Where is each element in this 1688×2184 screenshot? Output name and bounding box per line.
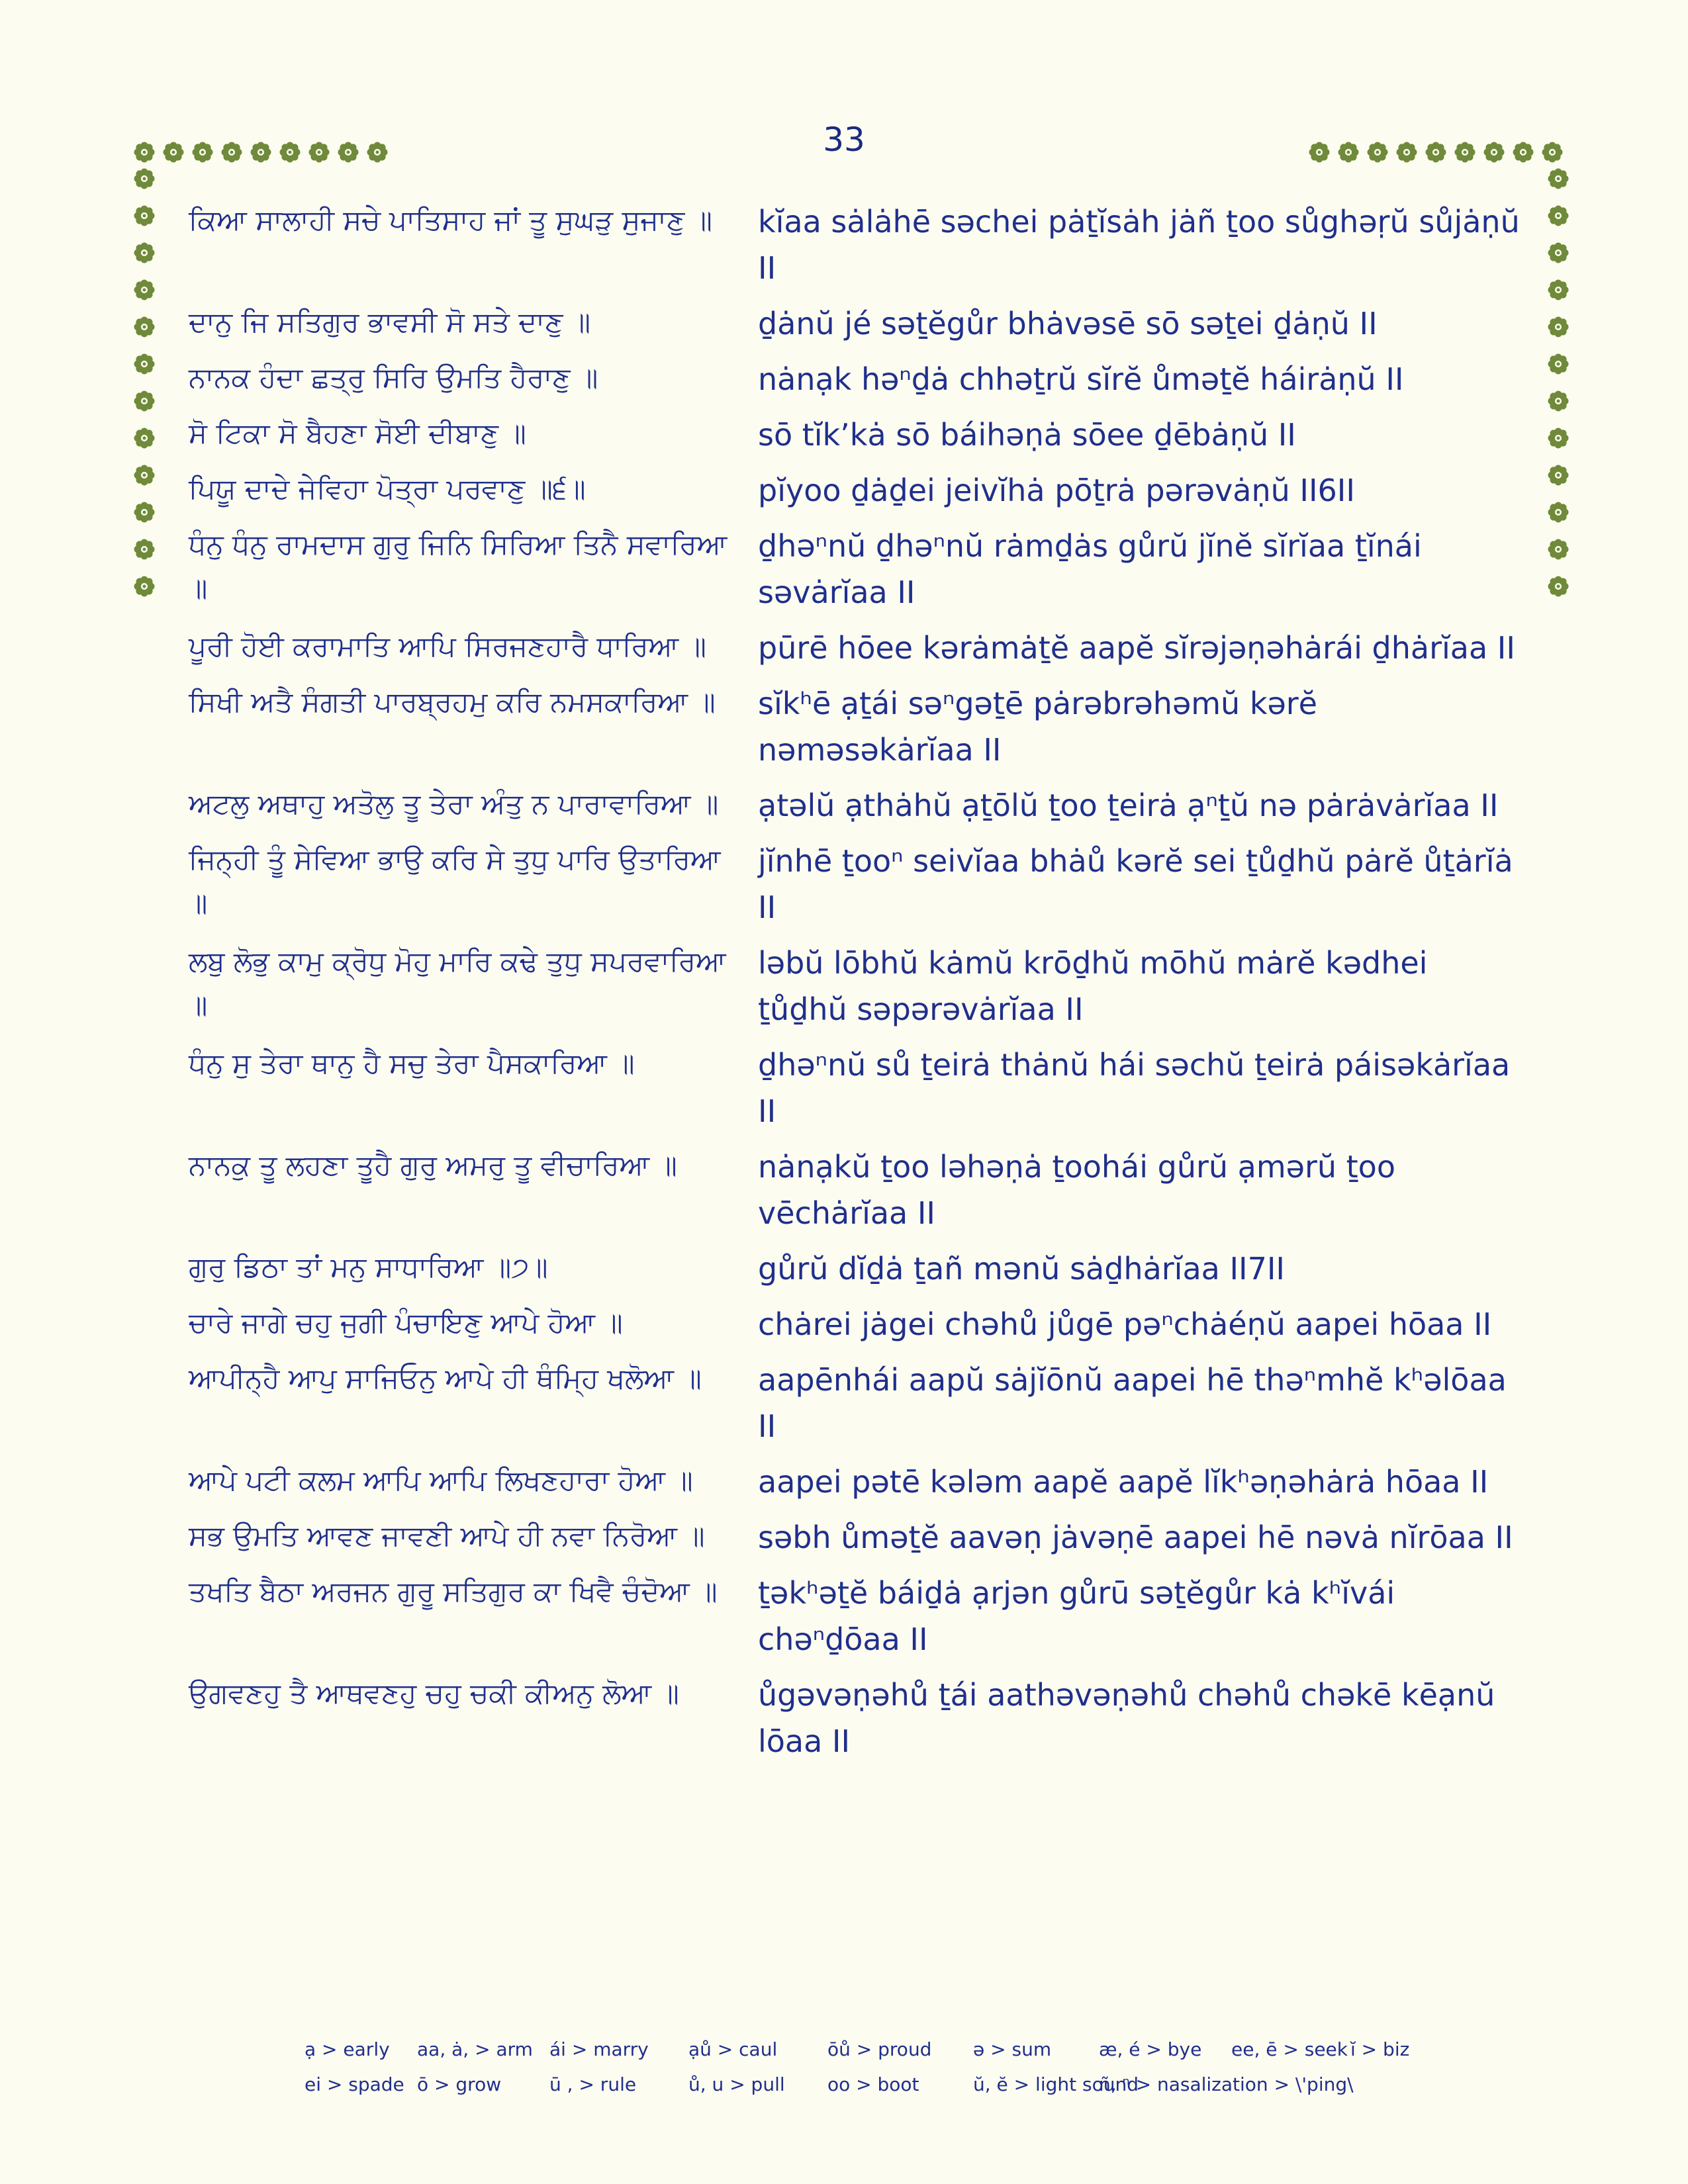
flower-ornament-icon xyxy=(1546,278,1570,302)
gurmukhi-line: ਲਬੁ ਲੋਭੁ ਕਾਮੁ ਕ੍ਰੋਧੁ ਮੋਹੁ ਮਾਰਿ ਕਢੇ ਤੁਧੁ ਸਪਰਵਾਰਿਆ ॥ xyxy=(189,945,726,1021)
flower-ornament-icon xyxy=(1546,500,1570,524)
transliteration-line: nȧnạk həⁿḏȧ chhəṯrŭ sĭrĕ ůməṯĕ háirȧṇŭ II xyxy=(758,361,1404,397)
verse-row xyxy=(189,1459,1526,1505)
transliteration-line: ḏhəⁿnŭ sů ṯeirȧ thȧnŭ hái səchŭ ṯeirȧ páisəkȧrĭaa II xyxy=(758,1047,1511,1129)
legend-item: ō > grow xyxy=(417,2073,502,2095)
verse-row xyxy=(189,1357,1526,1449)
verse-row xyxy=(189,1672,1526,1764)
page-number: 33 xyxy=(823,120,865,159)
legend-item: ee, ē > seek xyxy=(1231,2038,1348,2060)
flower-ornament-icon xyxy=(132,574,156,598)
verse-row xyxy=(189,199,1526,291)
flower-ornament-icon xyxy=(1307,140,1331,164)
gurmukhi-line: ਤਖਤਿ ਬੈਠਾ ਅਰਜਨ ਗੁਰੂ ਸਤਿਗੁਰ ਕਾ ਖਿਵੈ ਚੰਦੋਆ ॥ xyxy=(189,1575,718,1608)
verse-row xyxy=(189,838,1526,931)
verse-row xyxy=(189,300,1526,347)
ornament-row-right xyxy=(1307,140,1564,164)
flower-ornament-icon xyxy=(132,389,156,413)
legend-item: æ, é > bye xyxy=(1099,2038,1202,2060)
flower-ornament-icon xyxy=(1540,140,1564,164)
verse-row xyxy=(189,1514,1526,1561)
flower-ornament-icon xyxy=(1546,204,1570,228)
legend-item: oo > boot xyxy=(827,2073,919,2095)
flower-ornament-icon xyxy=(1546,426,1570,450)
flower-ornament-icon xyxy=(1546,537,1570,561)
verse-row xyxy=(189,782,1526,829)
verse-row xyxy=(189,680,1526,773)
ornament-column-right xyxy=(1546,167,1570,598)
gurmukhi-line: ਉਗਵਣਹੁ ਤੈ ਆਥਵਣਹੁ ਚਹੁ ਚਕੀ ਕੀਅਨੁ ਲੋਆ ॥ xyxy=(189,1677,679,1709)
flower-ornament-icon xyxy=(132,204,156,228)
gurmukhi-line: ਧੰਨੁ ਸੁ ਤੇਰਾ ਥਾਨੁ ਹੈ ਸਚੁ ਤੇਰਾ ਪੈਸਕਾਰਿਆ ॥ xyxy=(189,1047,635,1079)
legend-item: ñ, ⁿ > nasalization > \'ping\ xyxy=(1099,2073,1354,2095)
flower-ornament-icon xyxy=(132,463,156,487)
flower-ornament-icon xyxy=(1424,140,1448,164)
verse-row xyxy=(189,625,1526,671)
flower-ornament-icon xyxy=(132,241,156,265)
legend-row xyxy=(305,2073,1496,2095)
verse-row xyxy=(189,1246,1526,1292)
transliteration-line: sĭkʰē ạṯái səⁿgəṯē pȧrəbrəhəmŭ kərĕ nəməsəkȧrĭaa II xyxy=(758,686,1317,768)
flower-ornament-icon xyxy=(336,140,360,164)
flower-ornament-icon xyxy=(1546,352,1570,376)
gurmukhi-line: ਸਭ ਉਮਤਿ ਆਵਣ ਜਾਵਣੀ ਆਪੇ ਹੀ ਨਵਾ ਨਿਰੋਆ ॥ xyxy=(189,1520,705,1552)
transliteration-line: pĭyoo ḏȧḏei jeivĭhȧ pōṯrȧ pərəvȧṇŭ II6II xyxy=(758,473,1355,508)
ornament-row-left xyxy=(132,140,389,164)
gurmukhi-line: ਕਿਆ ਸਾਲਾਹੀ ਸਚੇ ਪਾਤਿਸਾਹ ਜਾਂ ਤੂ ਸੁਘੜੁ ਸੁਜਾਣੁ ॥ xyxy=(189,204,712,236)
legend-item: ái > marry xyxy=(549,2038,649,2060)
verse-row xyxy=(189,523,1526,615)
flower-ornament-icon xyxy=(132,426,156,450)
flower-ornament-icon xyxy=(1546,241,1570,265)
verse-row xyxy=(189,1301,1526,1347)
transliteration-line: aapei pətē kələm aapĕ aapĕ lĭkʰəṇəhȧrȧ hōaa II xyxy=(758,1464,1489,1500)
legend-item: ạů > caul xyxy=(688,2038,778,2060)
legend-item: ōů > proud xyxy=(827,2038,932,2060)
flower-ornament-icon xyxy=(1546,167,1570,191)
flower-ornament-icon xyxy=(249,140,273,164)
gurmukhi-line: ਨਾਨਕ ਹੰਦਾ ਛਤ੍ਰੁ ਸਿਰਿ ਉਮਤਿ ਹੈਰਾਣੁ ॥ xyxy=(189,361,598,394)
verse-row xyxy=(189,412,1526,458)
gurmukhi-line: ਆਪੀਨ੍ਹੈ ਆਪੁ ਸਾਜਿਓਨੁ ਆਪੇ ਹੀ ਥੰਮ੍ਹਿ ਖਲੋਆ ॥ xyxy=(189,1362,702,1394)
flower-ornament-icon xyxy=(132,500,156,524)
legend-item: ŭ, ĕ > light sound xyxy=(973,2073,1139,2095)
verse-row xyxy=(189,356,1526,402)
flower-ornament-icon xyxy=(1453,140,1477,164)
flower-ornament-icon xyxy=(1366,140,1389,164)
flower-ornament-icon xyxy=(1546,463,1570,487)
gurmukhi-line: ਪਿਯੂ ਦਾਦੇ ਜੇਵਿਹਾ ਪੋਤ੍ਰਾ ਪਰਵਾਣੁ ॥੬॥ xyxy=(189,473,586,505)
ornament-column-left xyxy=(132,167,156,598)
flower-ornament-icon xyxy=(307,140,331,164)
flower-ornament-icon xyxy=(1482,140,1506,164)
gurmukhi-line: ਅਟਲੁ ਅਥਾਹੁ ਅਤੋਲੁ ਤੂ ਤੇਰਾ ਅੰਤੁ ਨ ਪਾਰਾਵਾਰਿਆ ॥ xyxy=(189,788,719,820)
flower-ornament-icon xyxy=(132,537,156,561)
transliteration-line: səbh ůməṯĕ aavəṇ jȧvəṇē aapei hē nəvȧ nĭrōaa II xyxy=(758,1520,1513,1555)
legend-item: ạ > early xyxy=(305,2038,390,2060)
transliteration-line: ạtəlŭ ạthȧhŭ ạṯōlŭ ṯoo ṯeirȧ ạⁿṯŭ nə pȧrȧvȧrĭaa II xyxy=(758,788,1499,823)
verse-row xyxy=(189,1570,1526,1662)
legend-item: ə > sum xyxy=(973,2038,1052,2060)
flower-ornament-icon xyxy=(191,140,214,164)
flower-ornament-icon xyxy=(365,140,389,164)
legend-item: ĭ > biz xyxy=(1350,2038,1410,2060)
flower-ornament-icon xyxy=(1546,574,1570,598)
legend-row xyxy=(305,2038,1496,2060)
flower-ornament-icon xyxy=(132,278,156,302)
transliteration-line: sō tĭk’kȧ sō báihəṇȧ sōee ḏēbȧṇŭ II xyxy=(758,417,1296,453)
gurmukhi-line: ਸੋ ਟਿਕਾ ਸੋ ਬੈਹਣਾ ਸੋਈ ਦੀਬਾਣੁ ॥ xyxy=(189,417,526,449)
transliteration-line: ḏhəⁿnŭ ḏhəⁿnŭ rȧmḏȧs gůrŭ jĭnĕ sĭrĭaa ṯĭnái səvȧrĭaa II xyxy=(758,528,1422,610)
flower-ornament-icon xyxy=(1336,140,1360,164)
verse-row xyxy=(189,467,1526,514)
flower-ornament-icon xyxy=(1546,389,1570,413)
legend-item: ū , > rule xyxy=(549,2073,637,2095)
flower-ornament-icon xyxy=(1395,140,1419,164)
transliteration-line: nȧnạkŭ ṯoo ləhəṇȧ ṯoohái gůrŭ ạmərŭ ṯoo vēchȧrĭaa II xyxy=(758,1149,1395,1231)
transliteration-line: ḏȧnŭ jé səṯĕgůr bhȧvəsē sō səṯei ḏȧṇŭ II xyxy=(758,306,1378,341)
transliteration-line: ůgəvəṇəhů ṯái aathəvəṇəhů chəhů chəkē kēạnŭ lōaa II xyxy=(758,1677,1495,1759)
pronunciation-legend xyxy=(305,2038,1496,2109)
transliteration-line: jĭnhē ṯooⁿ seivĭaa bhȧů kərĕ sei ṯůḏhŭ pȧrĕ ůṯȧrĭȧ II xyxy=(758,843,1513,925)
transliteration-line: aapēnhái aapŭ sȧjĭōnŭ aapei hē thəⁿmhĕ kʰəlōaa II xyxy=(758,1362,1507,1444)
transliteration-line: pūrē hōee kərȧmȧṯĕ aapĕ sĭrəjəṇəhȧrái ḏhȧrĭaa II xyxy=(758,630,1515,666)
gurmukhi-line: ਪੂਰੀ ਹੋਈ ਕਰਾਮਾਤਿ ਆਪਿ ਸਿਰਜਣਹਾਰੈ ਧਾਰਿਆ ॥ xyxy=(189,630,706,662)
legend-item: aa, ȧ, > arm xyxy=(417,2038,533,2060)
flower-ornament-icon xyxy=(220,140,244,164)
verse-row xyxy=(189,1042,1526,1134)
verse-row xyxy=(189,1144,1526,1236)
flower-ornament-icon xyxy=(132,140,156,164)
flower-ornament-icon xyxy=(132,315,156,339)
flower-ornament-icon xyxy=(278,140,302,164)
flower-ornament-icon xyxy=(132,352,156,376)
transliteration-line: kĭaa sȧlȧhē səchei pȧṯĭsȧh jȧñ ṯoo sůghəṛŭ sůjȧṇŭ II xyxy=(758,204,1520,286)
gurmukhi-line: ਆਪੇ ਪਟੀ ਕਲਮ ਆਪਿ ਆਪਿ ਲਿਖਣਹਾਰਾ ਹੋਆ ॥ xyxy=(189,1464,693,1496)
gurmukhi-line: ਨਾਨਕੁ ਤੂ ਲਹਣਾ ਤੂਹੈ ਗੁਰੁ ਅਮਰੁ ਤੂ ਵੀਚਾਰਿਆ ॥ xyxy=(189,1149,677,1181)
transliteration-line: gůrŭ dĭḏȧ ṯañ mənŭ sȧḏhȧrĭaa II7II xyxy=(758,1251,1285,1287)
gurmukhi-line: ਧੰਨੁ ਧੰਨੁ ਰਾਮਦਾਸ ਗੁਰੁ ਜਿਨਿ ਸਿਰਿਆ ਤਿਨੈ ਸਵਾਰਿਆ ॥ xyxy=(189,528,727,604)
legend-item: ei > spade xyxy=(305,2073,404,2095)
verse-table xyxy=(189,199,1526,1774)
gurmukhi-line: ਸਿਖੀ ਅਤੈ ਸੰਗਤੀ ਪਾਰਬ੍ਰਹਮੁ ਕਰਿ ਨਮਸਕਾਰਿਆ ॥ xyxy=(189,686,716,718)
gurmukhi-line: ਚਾਰੇ ਜਾਗੇ ਚਹੁ ਜੁਗੀ ਪੰਚਾਇਣੁ ਆਪੇ ਹੋਆ ॥ xyxy=(189,1306,623,1339)
verse-row xyxy=(189,940,1526,1032)
legend-item: ů, u > pull xyxy=(688,2073,785,2095)
transliteration-line: ləbŭ lōbhŭ kȧmŭ krōḏhŭ mōhŭ mȧrĕ kədhei ṯůḏhŭ səpərəvȧrĭaa II xyxy=(758,945,1428,1027)
flower-ornament-icon xyxy=(1546,315,1570,339)
flower-ornament-icon xyxy=(132,167,156,191)
flower-ornament-icon xyxy=(162,140,185,164)
transliteration-line: ṯəkʰəṯĕ báiḏȧ ạrjən gůrū səṯĕgůr kȧ kʰĭvái chəⁿḏōaa II xyxy=(758,1575,1395,1657)
flower-ornament-icon xyxy=(1511,140,1535,164)
gurmukhi-line: ਜਿਨ੍ਹੀ ਤੂੰ ਸੇਵਿਆ ਭਾਉ ਕਰਿ ਸੇ ਤੁਧੁ ਪਾਰਿ ਉਤਾਰਿਆ ॥ xyxy=(189,843,721,919)
gurmukhi-line: ਗੁਰੁ ਡਿਠਾ ਤਾਂ ਮਨੁ ਸਾਧਾਰਿਆ ॥੭॥ xyxy=(189,1251,548,1283)
gurmukhi-line: ਦਾਨੁ ਜਿ ਸਤਿਗੁਰ ਭਾਵਸੀ ਸੋ ਸਤੇ ਦਾਣੁ ॥ xyxy=(189,306,591,338)
transliteration-line: chȧrei jȧgei chəhů jůgē pəⁿchȧéṇŭ aapei hōaa II xyxy=(758,1306,1492,1342)
